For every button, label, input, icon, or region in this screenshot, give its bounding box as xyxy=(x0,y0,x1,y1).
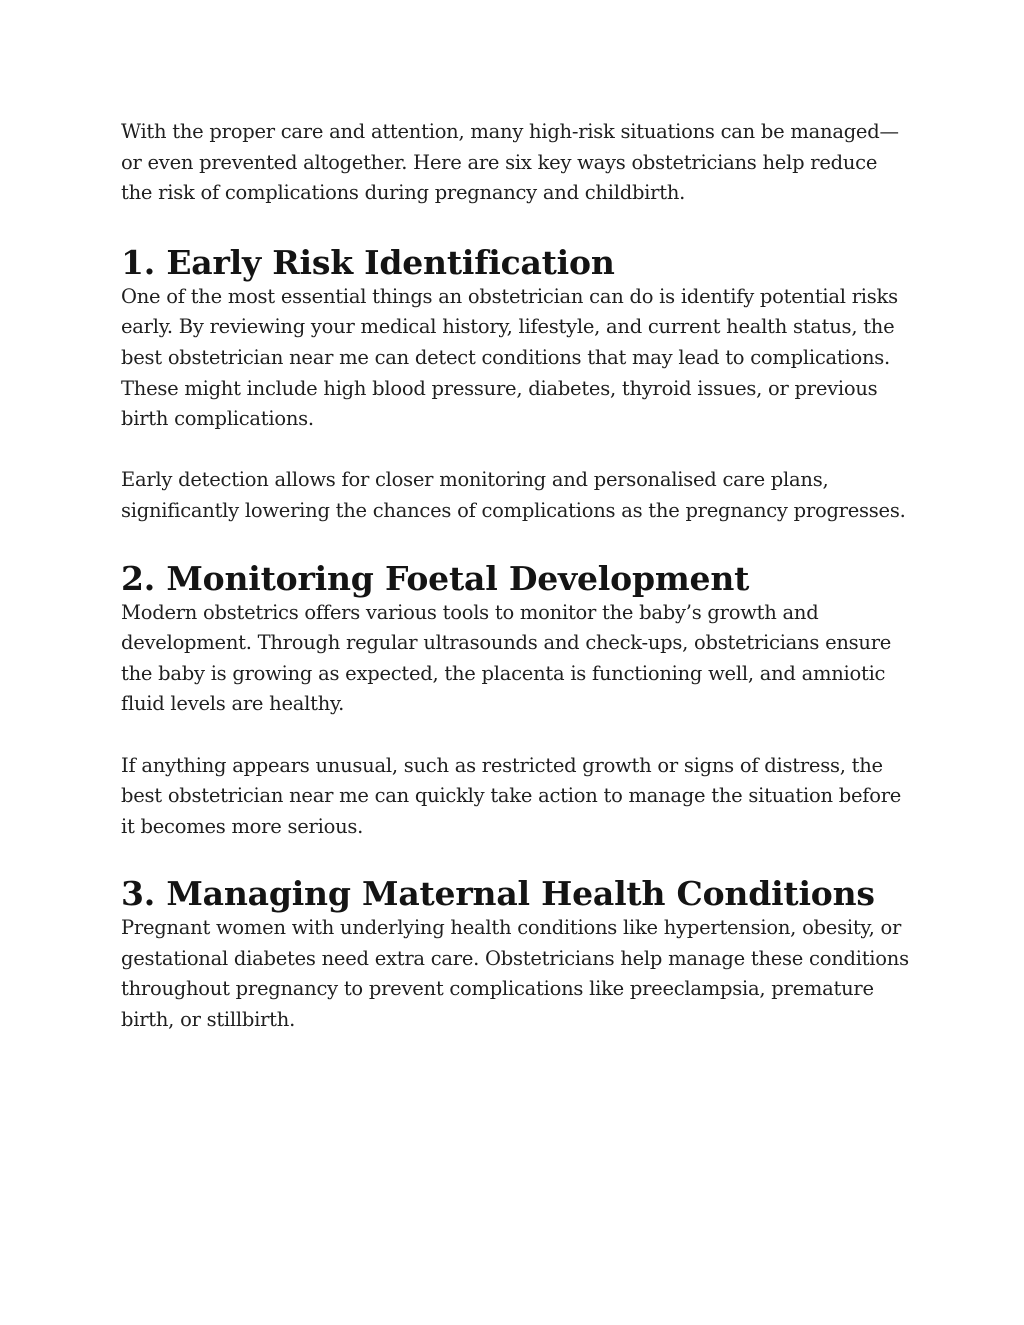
section-paragraph: Early detection allows for closer monitoring and personalised care plans, significantly lowering the chances of complications as the pregnancy progresses. xyxy=(121,468,906,522)
section-paragraph: If anything appears unusual, such as restricted growth or signs of distress, the best obstetrician near me can quickly take action to manage the situation before it becomes more serious. xyxy=(121,753,902,838)
section-paragraph: Pregnant women with underlying health conditions like hypertension, obesity, or gestational diabetes need extra care. Obstetricians help manage these conditions throughout pregnancy to prevent complications like preeclampsia, premature birth, or stillbirth. xyxy=(121,916,909,1032)
section-monitoring-foetal-development xyxy=(121,560,911,843)
section-heading: 3. Managing Maternal Health Conditions xyxy=(121,874,875,914)
intro-paragraph: With the proper care and attention, many high-risk situations can be managed—or even prevented altogether. Here are six key ways obstetricians help reduce the risk of complications during pregnancy and childbirth. xyxy=(121,120,899,205)
section-heading: 1. Early Risk Identification xyxy=(121,242,615,282)
section-managing-maternal-health xyxy=(121,875,911,1035)
section-paragraph: One of the most essential things an obstetrician can do is identify potential risks early. By reviewing your medical history, lifestyle, and current health status, the best obstetrician near me can detect conditions that may lead to complications. These might include high blood pressure, diabetes, thyroid issues, or previous birth complications. xyxy=(121,284,898,431)
document-page xyxy=(121,117,911,1069)
section-paragraph: Modern obstetrics offers various tools to monitor the baby’s growth and development. Through regular ultrasounds and check-ups, obstetricians ensure the baby is growing as expected, the placenta is functioning well, and amniotic fluid levels are healthy. xyxy=(121,600,892,716)
section-early-risk-identification xyxy=(121,244,911,527)
section-heading: 2. Monitoring Foetal Development xyxy=(121,558,750,598)
